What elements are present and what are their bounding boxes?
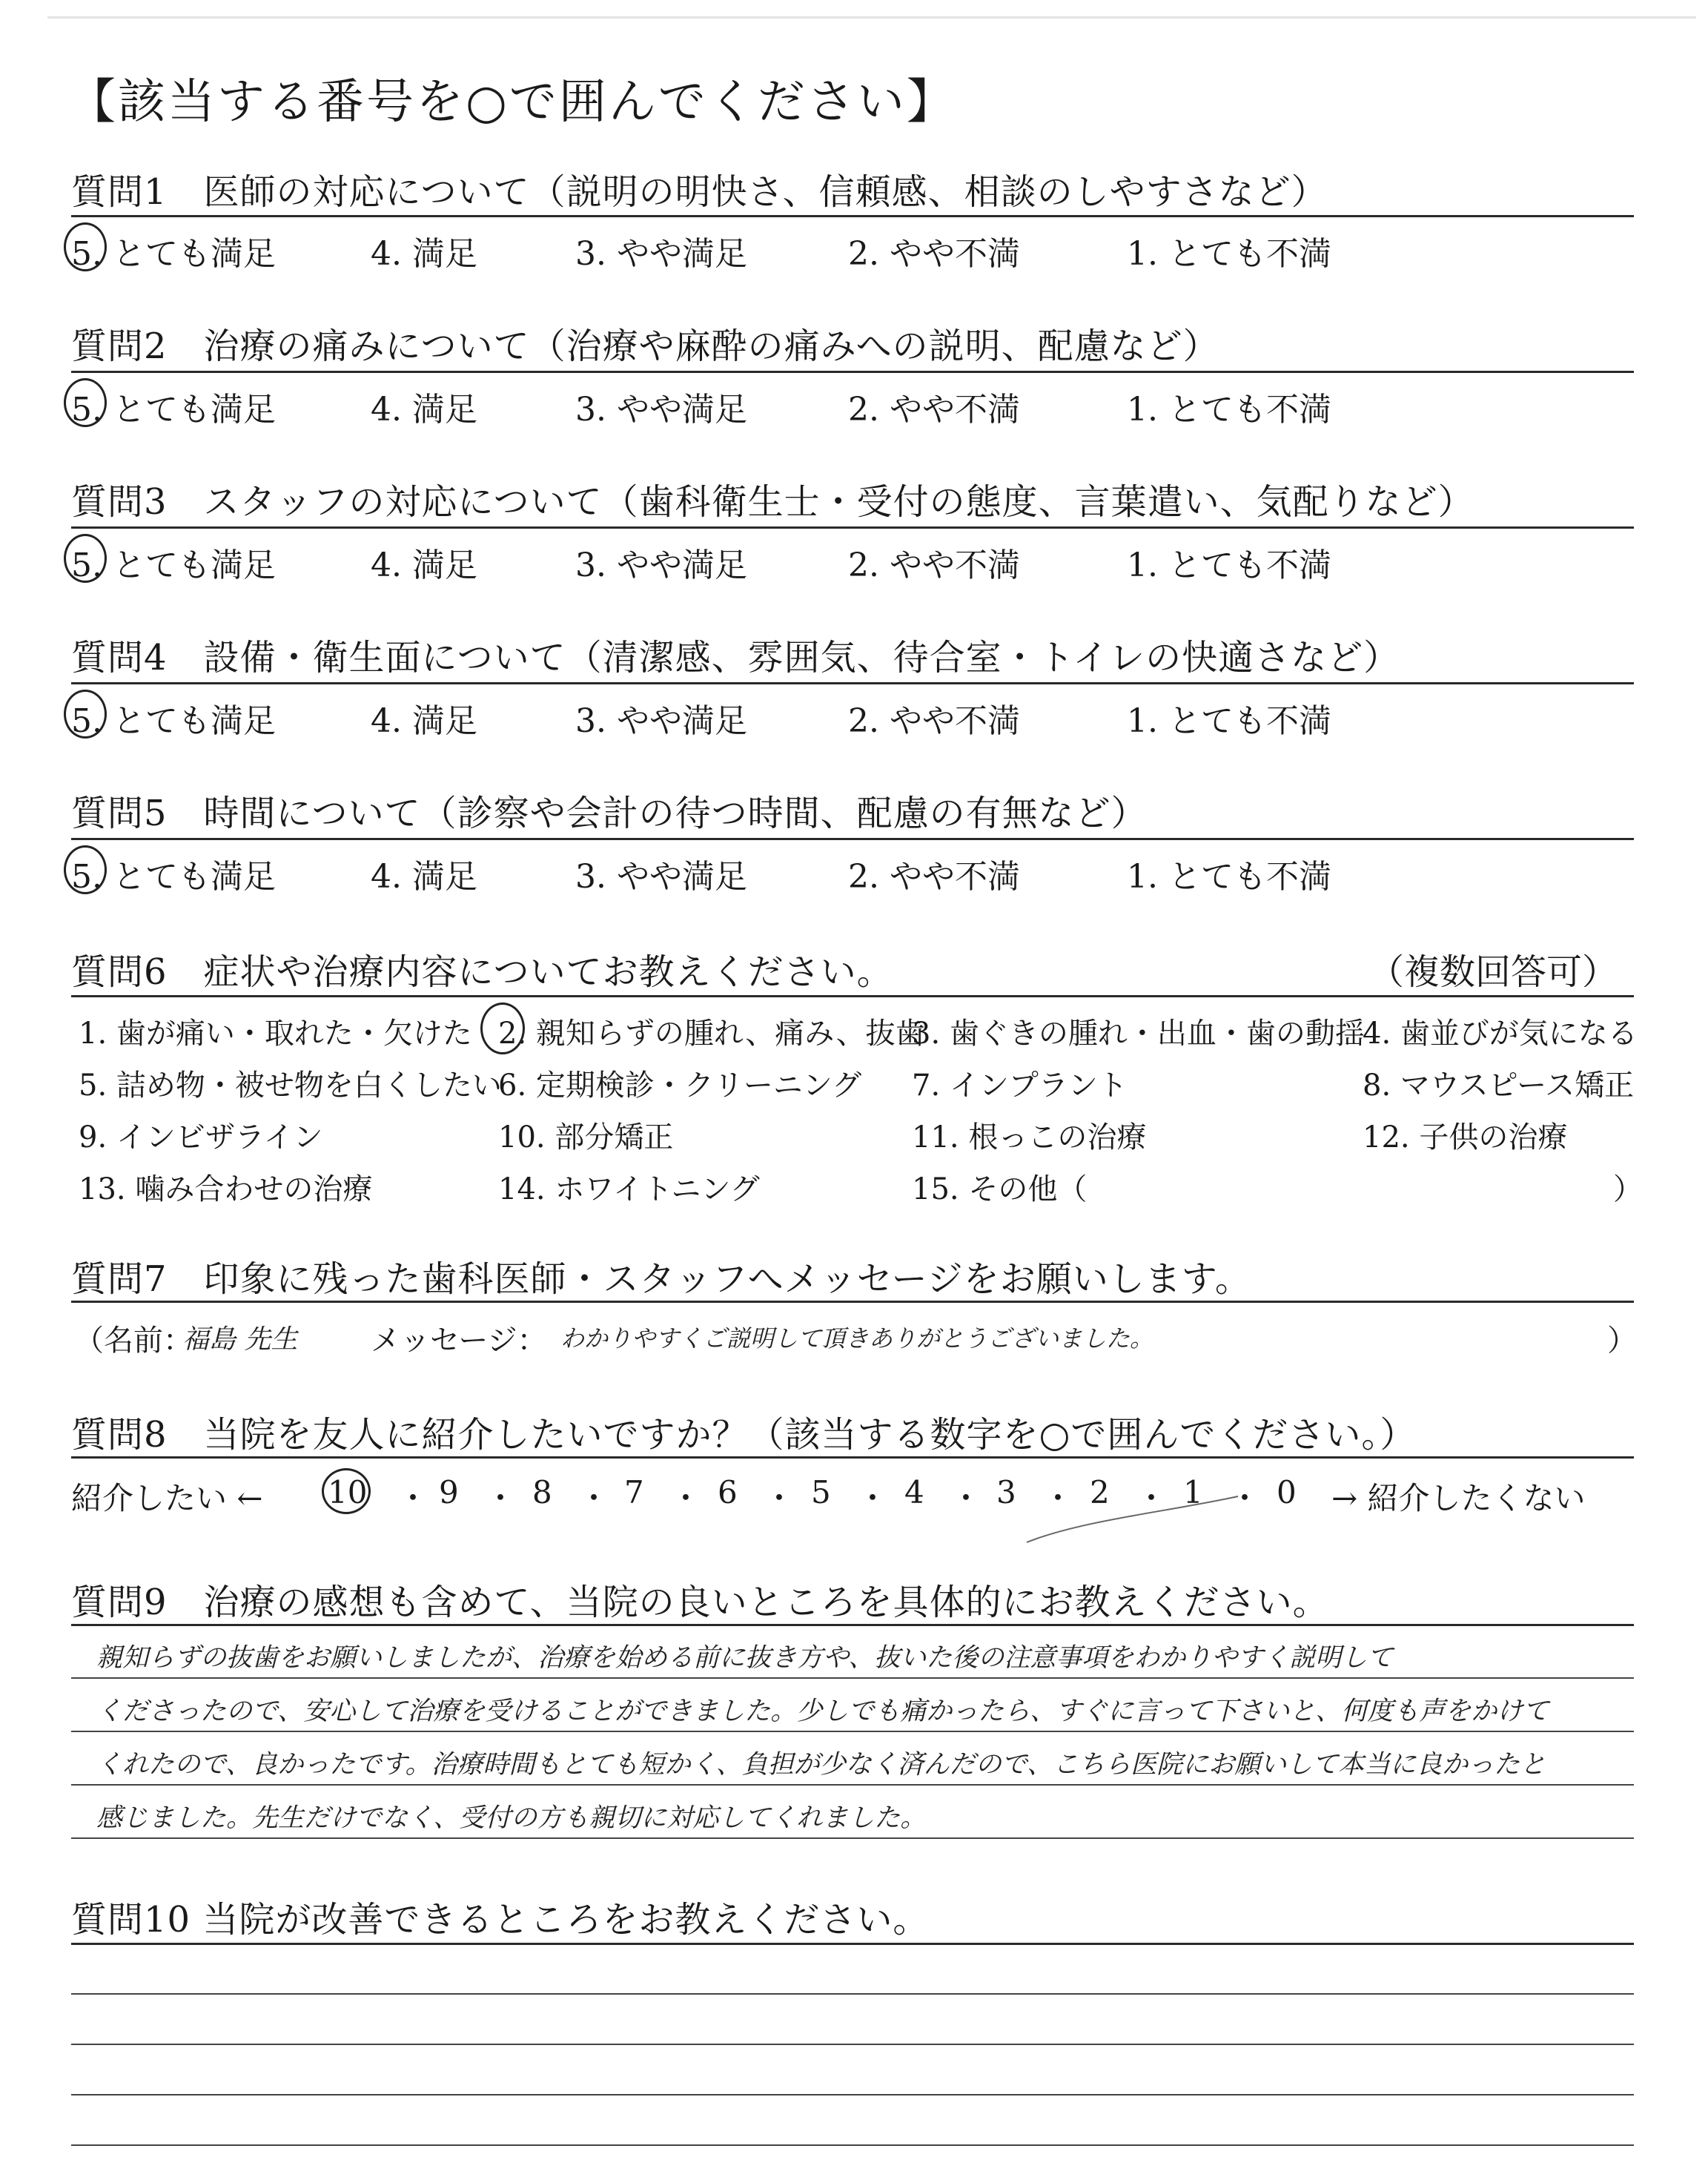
option-2[interactable]: 2. やや不満 — [848, 391, 1020, 429]
top-border — [47, 16, 1696, 19]
scale-right-label: → 紹介したくない — [1331, 1480, 1586, 1516]
scale-6[interactable]: 6 — [718, 1474, 738, 1510]
other-close-paren: ） — [1613, 1172, 1643, 1206]
scale-1[interactable]: 1 — [1183, 1474, 1203, 1510]
question-2-rule — [71, 371, 1634, 373]
option-1[interactable]: 1. とても不満 — [1127, 858, 1331, 896]
scale-0[interactable]: 0 — [1277, 1474, 1297, 1510]
recommend-scale: 紹介したい ← 10 ・ 9 ・ 8 ・ 7 ・ 6 ・ 5 ・ 4 ・ 3 ・ 2 ・ 1 ・ 0 → 紹介したくない — [71, 1465, 1634, 1510]
symptom-option[interactable]: 1. 歯が痛い・取れた・欠けた — [79, 1017, 472, 1051]
doctor-name[interactable]: 福島 先生 — [182, 1324, 298, 1355]
option-3[interactable]: 3. やや満足 — [575, 702, 747, 740]
selection-circle — [322, 1468, 371, 1514]
answer-line[interactable] — [71, 2144, 1634, 2146]
selection-circle — [64, 378, 107, 427]
option-3[interactable]: 3. やや満足 — [575, 235, 747, 273]
question-9-title: 質問9 治療の感想も含めて、当院の良いところを具体的にお教えください。 — [71, 1582, 1329, 1623]
scale-left-label: 紹介したい ← — [71, 1480, 263, 1516]
symptom-option[interactable]: 9. インビザライン — [79, 1120, 323, 1155]
option-3[interactable]: 3. やや満足 — [575, 858, 747, 896]
option-5[interactable]: 5. とても満足 — [71, 235, 276, 273]
ruled-line — [71, 1677, 1634, 1679]
question-3-rule — [71, 526, 1634, 529]
symptom-option[interactable]: 15. その他（ — [912, 1172, 1088, 1206]
option-4[interactable]: 4. 満足 — [371, 391, 477, 429]
option-4[interactable]: 4. 満足 — [371, 546, 477, 584]
question-10-rule — [71, 1943, 1634, 1945]
answer-line[interactable] — [71, 2044, 1634, 2045]
answer-line[interactable]: くださったので、安心して治療を受けることができました。少しでも痛かったら、すぐに言って下さいと、何度も声をかけて — [96, 1697, 1549, 1726]
option-5[interactable]: 5. とても満足 — [71, 858, 276, 896]
selection-circle — [64, 534, 107, 583]
ruled-line — [71, 1731, 1634, 1732]
option-1[interactable]: 1. とても不満 — [1127, 702, 1331, 740]
option-2[interactable]: 2. やや不満 — [848, 702, 1020, 740]
question-4-rule — [71, 682, 1634, 684]
selection-circle — [480, 1003, 525, 1054]
symptom-option[interactable]: 8. マウスピース矯正 — [1363, 1069, 1635, 1103]
question-6-title: 質問6 症状や治療内容についてお教えください。 — [71, 951, 893, 993]
answer-line[interactable] — [71, 2094, 1634, 2095]
scale-7[interactable]: 7 — [624, 1474, 644, 1510]
message-row — [71, 1307, 1637, 1358]
question-9-rule — [71, 1624, 1634, 1626]
message-text[interactable]: わかりやすくご説明して頂きありがとうございました。 — [560, 1324, 1154, 1353]
option-2[interactable]: 2. やや不満 — [848, 235, 1020, 273]
question-3-title: 質問3 スタッフの対応について（歯科衛生士・受付の態度、言葉遣い、気配りなど） — [71, 481, 1474, 523]
question-2-title: 質問2 治療の痛みについて（治療や麻酔の痛みへの説明、配慮など） — [71, 326, 1219, 367]
option-5[interactable]: 5. とても満足 — [71, 702, 276, 740]
question-4-options — [71, 694, 1634, 739]
question-6-rule — [71, 995, 1634, 997]
question-5-title: 質問5 時間について（診察や会計の待つ時間、配慮の有無など） — [71, 793, 1148, 834]
option-1[interactable]: 1. とても不満 — [1127, 391, 1331, 429]
answer-line[interactable]: くれたので、良かったです。治療時間もとても短かく、負担が少なく済んだので、こちら医院にお願いして本当に良かったと — [96, 1750, 1546, 1780]
symptom-option[interactable]: 10. 部分矯正 — [498, 1120, 674, 1155]
message-label: メッセージ： — [371, 1324, 547, 1358]
option-4[interactable]: 4. 満足 — [371, 858, 477, 896]
question-8-rule — [71, 1456, 1634, 1459]
symptom-options — [79, 1003, 1643, 1225]
symptom-option[interactable]: 5. 詰め物・被せ物を白くしたい — [79, 1069, 502, 1103]
symptom-option[interactable]: 6. 定期検診・クリーニング — [498, 1069, 862, 1103]
option-3[interactable]: 3. やや満足 — [575, 546, 747, 584]
selection-circle — [64, 222, 107, 271]
scale-8[interactable]: 8 — [532, 1474, 552, 1510]
symptom-option[interactable]: 7. インプラント — [912, 1069, 1128, 1103]
scale-5[interactable]: 5 — [811, 1474, 831, 1510]
symptom-option[interactable]: 14. ホワイトニング — [498, 1172, 760, 1206]
option-4[interactable]: 4. 満足 — [371, 235, 477, 273]
question-2-options — [71, 383, 1634, 427]
scale-3[interactable]: 3 — [996, 1474, 1016, 1510]
answer-line[interactable]: 感じました。先生だけでなく、受付の方も親切に対応してくれました。 — [96, 1803, 927, 1833]
multiple-answers-note: （複数回答可） — [1368, 951, 1618, 993]
question-1-rule — [71, 215, 1634, 217]
option-5[interactable]: 5. とても満足 — [71, 546, 276, 584]
selection-circle — [64, 845, 107, 894]
question-10-title: 質問10 当院が改善できるところをお教えください。 — [71, 1899, 930, 1941]
symptom-option[interactable]: 2. 親知らずの腫れ、痛み、抜歯 — [498, 1017, 925, 1051]
ruled-line — [71, 1784, 1634, 1786]
question-5-options — [71, 850, 1634, 894]
symptom-option[interactable]: 3. 歯ぐきの腫れ・出血・歯の動揺 — [912, 1017, 1365, 1051]
question-7-title: 質問7 印象に残った歯科医師・スタッフへメッセージをお願いします。 — [71, 1258, 1251, 1300]
option-5[interactable]: 5. とても満足 — [71, 391, 276, 429]
question-1-title: 質問1 医師の対応について（説明の明快さ、信頼感、相談のしやすさなど） — [71, 171, 1328, 213]
question-8-title: 質問8 当院を友人に紹介したいですか？（該当する数字を○で囲んでください。） — [71, 1414, 1417, 1456]
pen-stroke — [1023, 1490, 1245, 1550]
name-label: （名前： — [74, 1324, 193, 1358]
message-close-paren: ） — [1607, 1324, 1637, 1358]
selection-circle — [64, 690, 107, 739]
question-5-rule — [71, 838, 1634, 840]
option-1[interactable]: 1. とても不満 — [1127, 235, 1331, 273]
option-4[interactable]: 4. 満足 — [371, 702, 477, 740]
option-3[interactable]: 3. やや満足 — [575, 391, 747, 429]
symptom-option[interactable]: 13. 噛み合わせの治療 — [79, 1172, 373, 1206]
symptom-option[interactable]: 11. 根っこの治療 — [912, 1120, 1147, 1155]
symptom-option[interactable]: 4. 歯並びが気になる — [1363, 1017, 1638, 1051]
question-3-options — [71, 538, 1634, 583]
scale-10[interactable]: 10 — [328, 1474, 368, 1510]
symptom-option[interactable]: 12. 子供の治療 — [1363, 1120, 1568, 1155]
scale-2[interactable]: 2 — [1090, 1474, 1110, 1510]
answer-line[interactable]: 親知らずの抜歯をお願いしましたが、治療を始める前に抜き方や、抜いた後の注意事項をわかりやすく説明して — [96, 1643, 1394, 1673]
page-title: 【該当する番号を○で囲んでください】 — [68, 75, 956, 130]
answer-line[interactable] — [71, 1993, 1634, 1995]
question-7-rule — [71, 1301, 1634, 1303]
scale-4[interactable]: 4 — [904, 1474, 924, 1510]
question-4-title: 質問4 設備・衛生面について（清潔感、雰囲気、待合室・トイレの快適さなど） — [71, 637, 1400, 678]
option-1[interactable]: 1. とても不満 — [1127, 546, 1331, 584]
option-2[interactable]: 2. やや不満 — [848, 858, 1020, 896]
scale-9[interactable]: 9 — [439, 1474, 459, 1510]
ruled-line — [71, 1837, 1634, 1839]
option-2[interactable]: 2. やや不満 — [848, 546, 1020, 584]
question-1-options — [71, 227, 1634, 271]
